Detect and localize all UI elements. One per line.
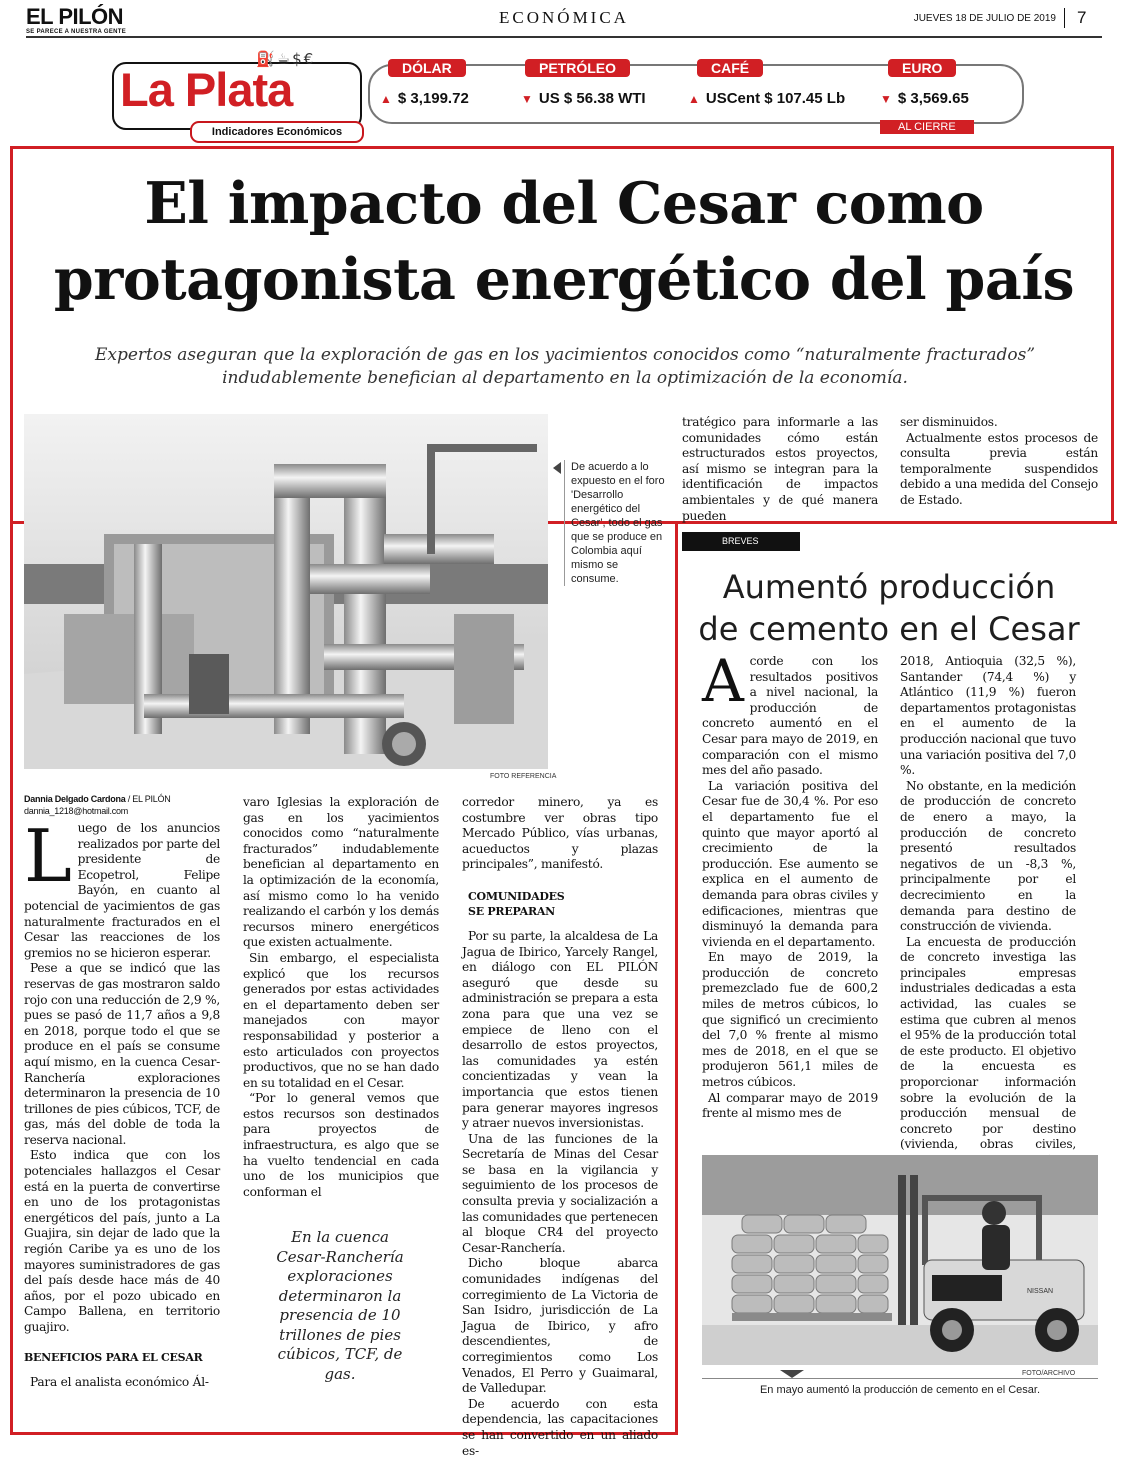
masthead-rule — [26, 36, 1102, 38]
author-outlet: / EL PILÓN — [127, 794, 171, 804]
indicator-value-text: USCent $ 107.45 Lb — [705, 90, 846, 107]
forklift-photo — [702, 1155, 1098, 1365]
indicator-value — [688, 90, 845, 107]
indicator-cafe — [688, 58, 846, 107]
gas-plant-illustration — [24, 414, 548, 769]
paragraph: Pese a que se indicó que las reservas de gas mostraron saldo rojo con una reducción de 2,9 %, pues se pasó de 11,7 años a 9,8 en 2018, porque todo el que se produce en el país se consume aquí mismo, en la cuenca Cesar-Ranchería exploraciones determinaron la presencia de 10 trillones de pies cúbicos, TCF, de gas, más del doble de toda la reserva nacional. — [24, 961, 220, 1147]
indicator-label: PETRÓLEO — [525, 59, 630, 77]
photo-credit: FOTO/ARCHIVO — [1022, 1370, 1076, 1377]
headline-line: protagonista energético del país — [53, 246, 1075, 313]
indicator-euro — [880, 58, 969, 107]
article-deck: Expertos aseguran que la exploración de gas en los yacimientos conocidos como “naturalmente fracturados” indudablemente benefician al departamento en la optimización de la economía. — [94, 345, 1036, 388]
paragraph — [702, 647, 878, 779]
photo-credit: FOTO REFERENCIA — [490, 773, 557, 780]
trend-up-icon: ▲ — [688, 92, 700, 106]
article-column-1 — [24, 793, 220, 1390]
author-name: Dannia Delgado Cardona — [24, 794, 126, 804]
paragraph: De acuerdo con esta dependencia, las capacitaciones se han convertido en un aliado es- — [462, 1396, 658, 1458]
paragraph: Por su parte, la alcaldesa de La Jagua de Ibirico, Yarcely Rangel, en diálogo con EL PILÓN aseguró que desde su administración se prepara a esta zona para que una vez se empiece de lleno con el desarrollo de estos proyectos, las comunidades ya estén concientizadas y vean la importancia que estos tienen para generar mayores ingresos y atraer nuevos inversionistas. — [462, 928, 658, 1131]
pull-quote: En la cuenca Cesar-Ranchería exploraciones determinaron la presencia de 10 trillones de pies cúbicos, TCF, de gas. — [276, 1228, 404, 1383]
indicator-value — [380, 90, 469, 107]
section-title: ECONÓMICA — [499, 8, 629, 27]
indicator-label: DÓLAR — [388, 59, 466, 77]
indicator-label: EURO — [888, 59, 956, 77]
headline-line: de cemento en el Cesar — [698, 610, 1080, 648]
article-column-3 — [462, 795, 658, 1459]
photo-caption: De acuerdo a lo expuesto en el foro 'Desarrollo energético del Cesar', todo el gas que se produce en Colombia aquí mismo se consume. — [564, 460, 667, 586]
indicator-value — [880, 90, 969, 107]
paragraph: En mayo de 2019, la producción de concreto premezclado fue de 600,2 miles de metros cúbicos, lo que significó un crecimiento del 7,0 % frente al mismo mes de 2018, en el que se produjeron 561,1 miles de metros cúbicos. — [702, 950, 878, 1090]
la-plata-subtitle: Indicadores Económicos — [190, 121, 364, 143]
paragraph: varo Iglesias la exploración de gas en los yacimientos conocidos como “naturalmente fracturados” indudablemente benefician al departamento en la optimización de la economía, así mismo como lo ha venido realizando el carbón y los demás recursos minero energéticos que existen actualmente. — [243, 795, 439, 950]
closing-note: AL CIERRE — [880, 120, 974, 134]
paragraph: corredor minero, ya es costumbre ver obras tipo Mercado Público, vías urbanas, acueductos y plazas principales”, manifestó. — [462, 795, 658, 872]
photo-caption: En mayo aumentó la producción de cemento en el Cesar. — [759, 1384, 1041, 1396]
paragraph: Actualmente estos procesos de consulta previa están temporalmente suspendidos debido a una medida del Consejo de Estado. — [900, 430, 1098, 507]
trend-up-icon: ▲ — [380, 92, 392, 106]
forklift-badge: NISSAN — [1027, 1288, 1054, 1295]
paragraph: Esto indica que con los potenciales hallazgos el Cesar está en la puerta de convertirse en uno de los protagonistas energéticos del país, junto a La Guajira, sin dejar de lado que la región Caribe ya es uno de los mayores suministradores de gas del país desde hace más de 40 años, por el pozo ubicado en Campo Ballena, en territorio guajiro. — [24, 1148, 220, 1334]
paragraph-text: corde con los resultados positivos a nivel nacional, la producción de concreto aumentó en el Cesar para mayo de 2019, en comparación con el mismo mes del año pasado. — [702, 654, 878, 778]
paragraph: tratégico para informarle a las comunidades cómo están estructurados estos proyectos, así mismo se integran para la identificación de impactos ambientales y de qué manera pueden — [682, 415, 878, 523]
article-headline — [20, 166, 1108, 318]
drop-cap: L — [24, 814, 72, 898]
gas-plant-photo — [24, 414, 548, 769]
paragraph: Para el analista económico Ál- — [30, 1374, 209, 1389]
trend-down-icon: ▼ — [880, 92, 892, 106]
paragraph: Sin embargo, el especialista explicó que los recursos generados por estas actividades en el departamento deben ser manejados con mayor responsabilidad y posterior a esto articulados con proyectos productivos, que no se han dado en su totalidad en el Cesar. — [243, 950, 439, 1090]
headline-line: El impacto del Cesar como — [144, 170, 984, 237]
indicator-label: CAFÉ — [697, 59, 763, 77]
paragraph: Dicho bloque abarca comunidades indígenas del corregimiento de La Victoria de San Isidro, jurisdicción de La Jagua de Ibirico, y afro descendientes, de corregimientos como Los Venados, El Perro y Guaimaral, de Valledupar. — [462, 1256, 658, 1396]
breves-headline — [690, 566, 1088, 650]
subhead — [462, 889, 658, 919]
indicator-petroleo — [521, 58, 646, 107]
subhead: BENEFICIOS PARA EL CESAR — [24, 1350, 203, 1364]
logo-tagline: SE PARECE A NUESTRA GENTE — [26, 29, 127, 35]
page-number: 7 — [1064, 8, 1086, 28]
paragraph: Una de las funciones de la Secretaría de Minas del Cesar se basa en la vigilancia y seguimiento de los procesos de consulta previa y socialización a las comunidades que pertenecen al bloque CR4 del proyecto Cesar-Ranchería. — [462, 1131, 658, 1255]
caption-arrow-icon — [780, 1370, 804, 1378]
issue-date: JUEVES 18 DE JULIO DE 2019 — [913, 13, 1056, 24]
breves-column-2 — [900, 654, 1076, 1184]
article-column-2 — [243, 795, 439, 1200]
la-plata-title: La Plata — [120, 63, 293, 116]
subhead-line: SE PREPARAN — [468, 904, 555, 918]
indicator-value-text: US $ 56.38 WTI — [538, 90, 646, 107]
newspaper-logo: EL PILÓN — [26, 4, 124, 29]
drop-cap: A — [702, 647, 744, 715]
paragraph: La encuesta de producción de concreto investiga las principales empresas industriales dedicadas a esta actividad, las cuales se estima que cubren al menos el 95% de la producción total de este producto. El objetivo de la encuesta es proporcionar información sobre la evolución de la producción mensual de concreto por destino (vivienda, obras civiles, — [900, 934, 1076, 1152]
paragraph: La variación positiva del Cesar fue de 30,4 %. Por eso el departamento fue el quinto que mayor aportó al crecimiento de la producción. Ese aumento se explica en el aumento de demanda para obras civiles y edificaciones, mientras que disminuyó la demanda para vivienda en el departamento. — [702, 778, 878, 949]
paragraph: ser disminuidos. — [900, 415, 998, 429]
breves-tag: BREVES — [682, 532, 800, 551]
indicator-value-text: $ 3,569.65 — [897, 90, 969, 107]
paragraph: Al comparar mayo de 2019 frente al mismo mes de — [702, 1090, 878, 1121]
indicator-dolar — [380, 58, 469, 107]
subhead-line: COMUNIDADES — [468, 889, 565, 903]
forklift-illustration — [702, 1155, 1098, 1365]
caption-arrow-icon — [553, 462, 561, 474]
finance-icons: ⛽☕$€ — [256, 50, 316, 68]
author-email: dannia_1218@hotmail.com — [24, 806, 128, 816]
trend-down-icon: ▼ — [521, 92, 533, 106]
indicator-value-text: $ 3,199.72 — [397, 90, 469, 107]
article-column-5 — [900, 415, 1098, 509]
paragraph: 2018, Antioquia (32,5 %), Santander (74,4 %) y Atlántico (11,9 %) fueron departamentos protagonistas en el aumento de la producción nacional que tuvo una variación positiva del 7,0 %. — [900, 654, 1076, 778]
headline-line: Aumentó producción — [722, 568, 1056, 606]
byline — [24, 793, 220, 805]
caption-rule — [702, 1378, 1098, 1379]
breves-column-1 — [702, 647, 878, 1122]
paragraph: No obstante, en la medición de producción de concreto de enero a mayo, la producción de concreto presentó resultados negativos de un -8,3 %, principalmente por el decrecimiento en la demanda para destino de construcción de vivienda. — [900, 778, 1076, 934]
paragraph: “Por lo general vemos que estos recursos son destinados para proyectos de infraestructura, es algo que se ha vuelto tendencial en cada uno de los municipios que conforman el — [243, 1091, 439, 1199]
indicator-value — [521, 90, 646, 107]
paragraph — [24, 814, 220, 961]
paragraph-text: uego de los anuncios realizados por parte del presidente de Ecopetrol, Felipe Bayón, en cuanto al potencial de yacimientos de gas naturalmente fracturados en el Cesar las reacciones de los gremios no se hicieron esperar. — [24, 821, 220, 960]
article-column-4 — [682, 415, 878, 524]
